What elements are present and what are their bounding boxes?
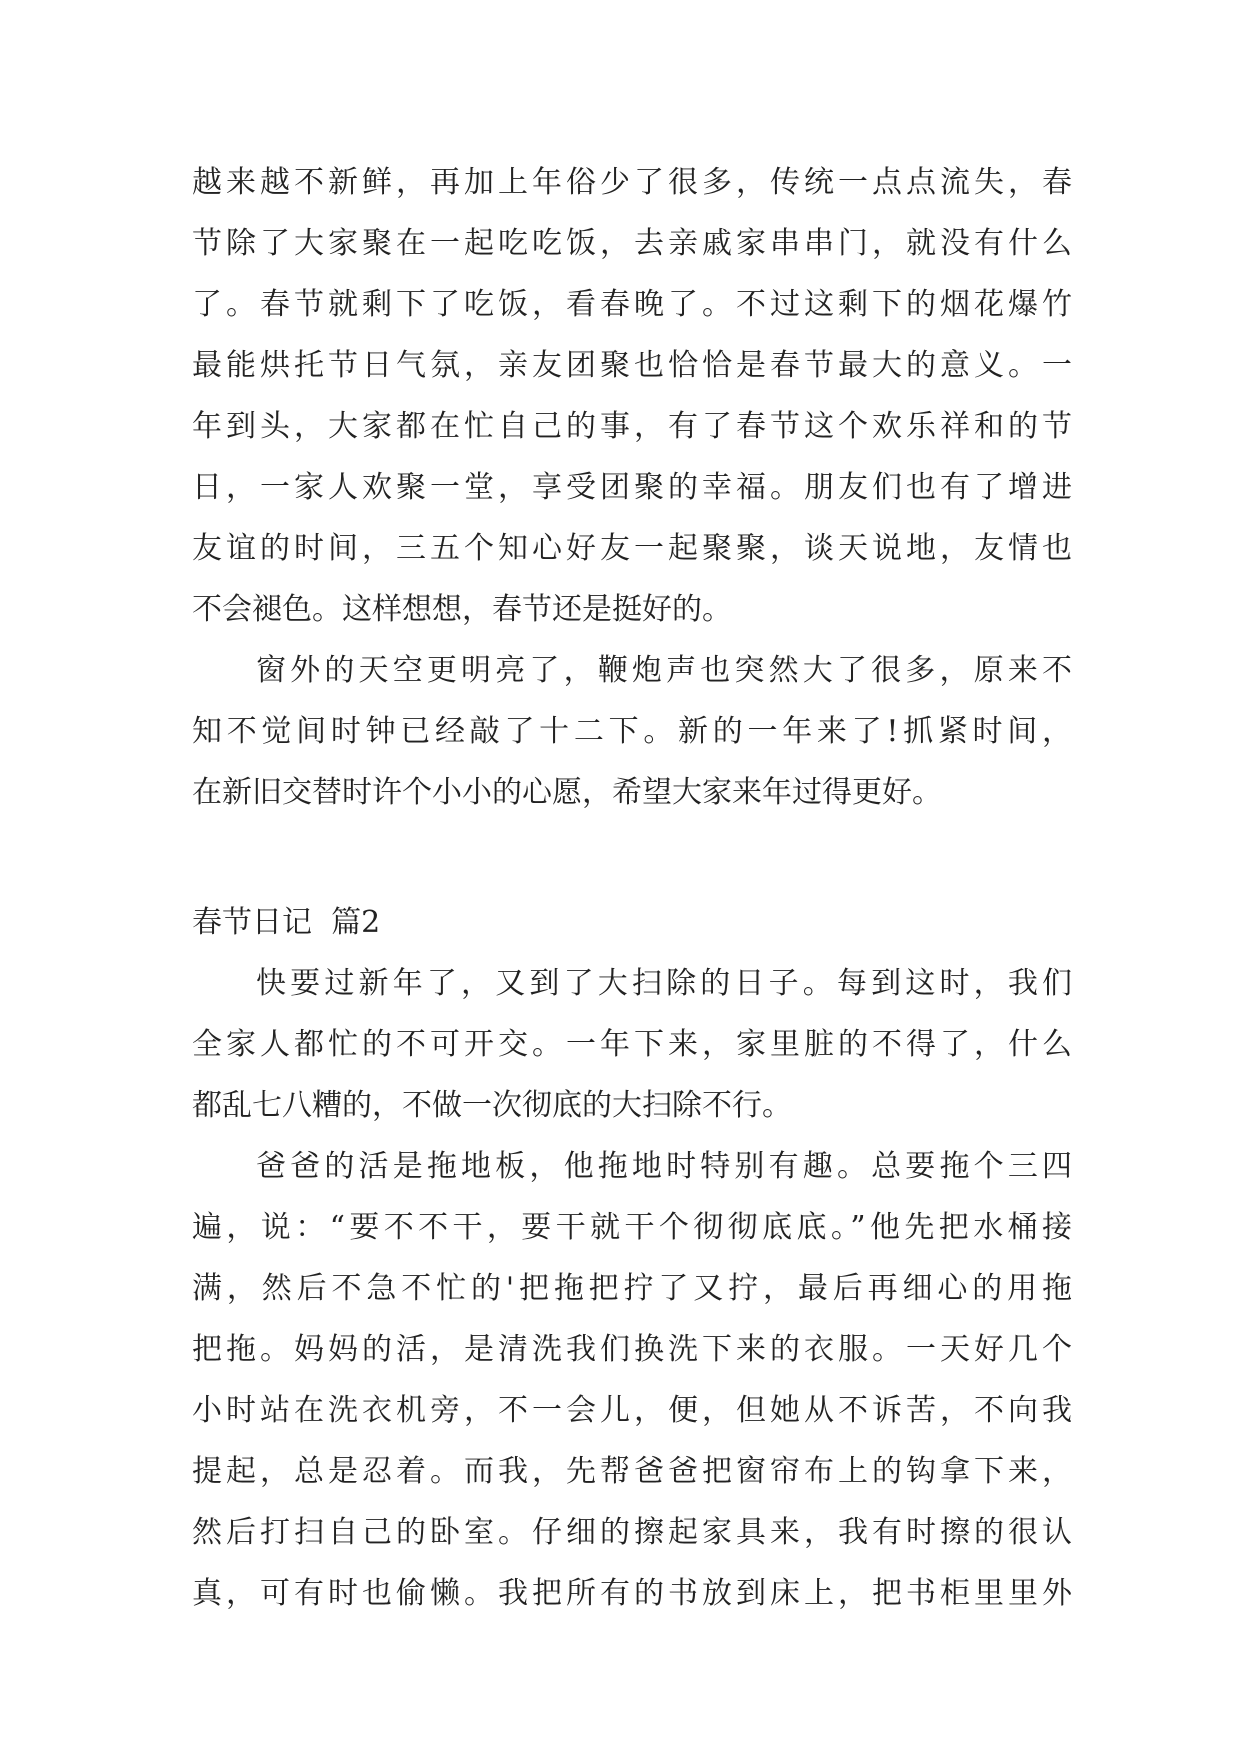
- text-line: 全家人都忙的不可开交。一年下来，家里脏的不得了，什么: [192, 1027, 1072, 1062]
- text-line: 窗外的天空更明亮了，鞭炮声也突然大了很多，原来不: [256, 653, 1072, 688]
- text-line: 遍，说：“要不不干，要干就干个彻彻底底。”他先把水桶接: [192, 1210, 1072, 1245]
- text-line: 都乱七八糟的，不做一次彻底的大扫除不行。: [192, 1088, 792, 1123]
- text-line: 满，然后不急不忙的'把拖把拧了又拧，最后再细心的用拖: [192, 1271, 1072, 1306]
- text-line: 把拖。妈妈的活，是清洗我们换洗下来的衣服。一天好几个: [192, 1332, 1072, 1367]
- text-line: 快要过新年了，又到了大扫除的日子。每到这时，我们: [256, 966, 1072, 1001]
- text-line: 然后打扫自己的卧室。仔细的擦起家具来，我有时擦的很认: [192, 1515, 1072, 1550]
- text-line: 小时站在洗衣机旁，不一会儿，便，但她从不诉苦，不向我: [192, 1393, 1072, 1428]
- paragraph-cleaning: [192, 1136, 1072, 1624]
- text-line: 最能烘托节日气氛，亲友团聚也恰恰是春节最大的意义。一: [192, 348, 1072, 383]
- text-line: 友谊的时间，三五个知心好友一起聚聚，谈天说地，友情也: [192, 531, 1072, 566]
- text-line: 越来越不新鲜，再加上年俗少了很多，传统一点点流失，春: [192, 165, 1072, 200]
- text-line: 真，可有时也偷懒。我把所有的书放到床上，把书柜里里外: [192, 1576, 1072, 1611]
- section-heading: 春节日记 篇2: [192, 905, 381, 940]
- paragraph-window: [192, 640, 1072, 823]
- text-line: 了。春节就剩下了吃饭，看春晚了。不过这剩下的烟花爆竹: [192, 287, 1072, 322]
- text-line: 知不觉间时钟已经敲了十二下。新的一年来了!抓紧时间，: [192, 714, 1072, 749]
- paragraph-new-year: [192, 953, 1072, 1136]
- text-line: 日，一家人欢聚一堂，享受团聚的幸福。朋友们也有了增进: [192, 470, 1072, 505]
- text-line: 不会褪色。这样想想，春节还是挺好的。: [192, 592, 732, 627]
- text-line: 年到头，大家都在忙自己的事，有了春节这个欢乐祥和的节: [192, 409, 1072, 444]
- text-line: 提起，总是忍着。而我，先帮爸爸把窗帘布上的钩拿下来，: [192, 1454, 1072, 1489]
- paragraph-continued: [192, 152, 1072, 640]
- text-line: 节除了大家聚在一起吃吃饭，去亲戚家串串门，就没有什么: [192, 226, 1072, 261]
- text-line: 爸爸的活是拖地板，他拖地时特别有趣。总要拖个三四: [256, 1149, 1072, 1184]
- document-body: [192, 152, 1072, 1624]
- section-gap: [192, 823, 1072, 892]
- text-line: 在新旧交替时许个小小的心愿，希望大家来年过得更好。: [192, 775, 942, 810]
